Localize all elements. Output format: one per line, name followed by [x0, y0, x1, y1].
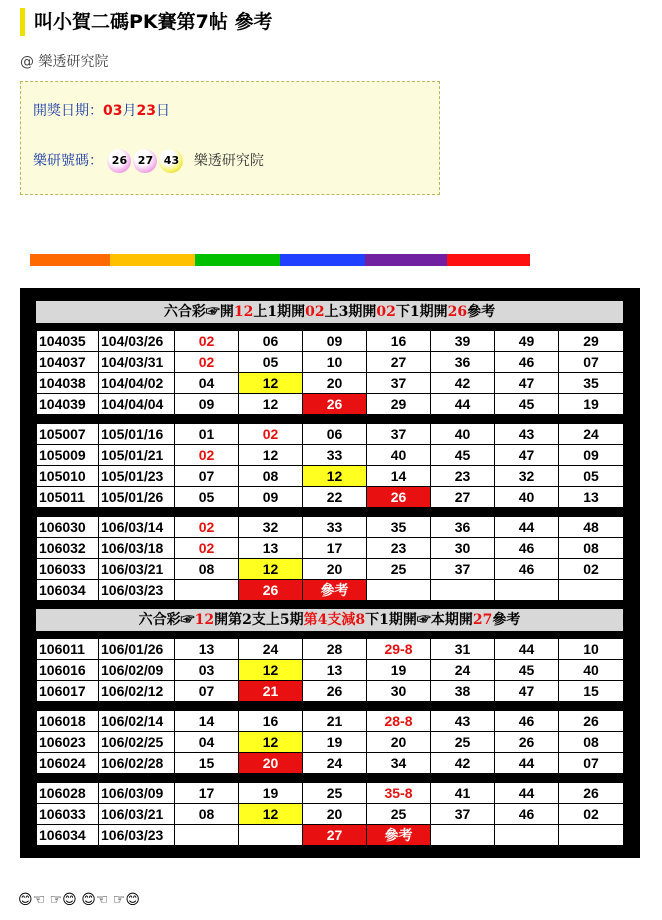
- number-cell: 44: [495, 783, 559, 804]
- number-cell: 07: [175, 681, 239, 702]
- number-cell: 16: [367, 331, 431, 352]
- table-row: [37, 753, 624, 774]
- number-cell: 19: [303, 732, 367, 753]
- draw-id-cell: 106034: [37, 825, 99, 846]
- ball-3: 43: [159, 149, 183, 173]
- number-cell: 08: [239, 466, 303, 487]
- number-cell: 37: [367, 373, 431, 394]
- number-cell: 30: [431, 538, 495, 559]
- header-segment: 第4支減8: [303, 612, 366, 628]
- number-cell: [175, 825, 239, 846]
- header-segment: 參考: [467, 304, 496, 320]
- number-cell: 45: [495, 394, 559, 415]
- number-cell: 04: [175, 373, 239, 394]
- number-cell: 12: [239, 804, 303, 825]
- draw-date-cell: 104/03/31: [99, 352, 175, 373]
- draw-date-cell: 104/04/02: [99, 373, 175, 394]
- draw-table: [36, 782, 624, 846]
- draw-id-cell: 106032: [37, 538, 99, 559]
- footer-emoji: 😊☜ ☞😊 😊☜ ☞😊: [18, 892, 140, 908]
- draw-date-cell: 106/02/12: [99, 681, 175, 702]
- number-cell: 20: [303, 559, 367, 580]
- number-cell: 01: [175, 424, 239, 445]
- rainbow-segment: [30, 254, 110, 266]
- number-cell: 43: [431, 711, 495, 732]
- draw-id-cell: 106018: [37, 711, 99, 732]
- number-cell: [559, 580, 624, 601]
- source-label: 樂透研究院: [193, 153, 264, 169]
- number-cell: 20: [303, 804, 367, 825]
- number-cell: 02: [175, 331, 239, 352]
- draw-date-day-unit: 日: [155, 103, 170, 119]
- number-cell: 40: [367, 445, 431, 466]
- number-cell: 29: [367, 394, 431, 415]
- number-cell: 09: [239, 487, 303, 508]
- number-cell: 12: [239, 373, 303, 394]
- draw-date-cell: 105/01/23: [99, 466, 175, 487]
- number-cell: 48: [559, 517, 624, 538]
- header-segment: 02: [305, 304, 325, 320]
- number-cell: 16: [239, 711, 303, 732]
- number-cell: 02: [559, 559, 624, 580]
- number-cell: 27: [431, 487, 495, 508]
- number-cell: [431, 580, 495, 601]
- draw-table: [36, 423, 624, 508]
- number-cell: 35-8: [367, 783, 431, 804]
- number-cell: 15: [559, 681, 624, 702]
- number-cell: 12: [239, 394, 303, 415]
- section-header: [36, 301, 623, 323]
- number-cell: 34: [367, 753, 431, 774]
- number-cell: 08: [175, 559, 239, 580]
- draw-date-cell: 104/04/04: [99, 394, 175, 415]
- table-row: [37, 517, 624, 538]
- number-cell: 08: [175, 804, 239, 825]
- draw-table: [36, 516, 624, 601]
- number-cell: 44: [495, 639, 559, 660]
- header-segment: 下1期開☞本期開: [365, 612, 473, 628]
- number-cell: 46: [495, 559, 559, 580]
- number-cell: 45: [431, 445, 495, 466]
- header-segment: 12: [233, 304, 254, 320]
- header-segment: 02: [376, 304, 396, 320]
- number-cell: 28: [303, 639, 367, 660]
- number-cell: 09: [559, 445, 624, 466]
- number-cell: 07: [559, 753, 624, 774]
- number-cell: 17: [303, 538, 367, 559]
- number-cell: 02: [175, 517, 239, 538]
- number-cell: 37: [431, 559, 495, 580]
- number-cell: 24: [239, 639, 303, 660]
- draw-id-cell: 106016: [37, 660, 99, 681]
- number-cell: 47: [495, 445, 559, 466]
- number-cell: 13: [303, 660, 367, 681]
- number-cell: 26: [559, 783, 624, 804]
- number-cell: 07: [175, 466, 239, 487]
- number-cell: 36: [431, 352, 495, 373]
- header-segment: 六合彩☞: [138, 612, 195, 628]
- number-cell: [495, 580, 559, 601]
- draw-date-cell: 105/01/16: [99, 424, 175, 445]
- draw-id-cell: 104038: [37, 373, 99, 394]
- table-row: [37, 352, 624, 373]
- rainbow-divider: [30, 254, 530, 266]
- number-cell: 43: [495, 424, 559, 445]
- number-cell: 14: [367, 466, 431, 487]
- number-cell: 40: [431, 424, 495, 445]
- draw-date-cell: 106/02/28: [99, 753, 175, 774]
- number-cell: [559, 825, 624, 846]
- number-cell: 40: [559, 660, 624, 681]
- number-cell: 44: [495, 753, 559, 774]
- draw-id-cell: 105009: [37, 445, 99, 466]
- header-segment: 六合彩☞開: [163, 304, 234, 320]
- rainbow-segment: [447, 254, 530, 266]
- draw-date-cell: 106/01/26: [99, 639, 175, 660]
- rainbow-segment: [365, 254, 447, 266]
- number-cell: 03: [175, 660, 239, 681]
- number-cell: 19: [239, 783, 303, 804]
- number-cell: 35: [559, 373, 624, 394]
- draw-id-cell: 104035: [37, 331, 99, 352]
- header-segment: 26: [447, 304, 468, 320]
- draw-id-cell: 105007: [37, 424, 99, 445]
- number-cell: 45: [495, 660, 559, 681]
- draw-id-cell: 106024: [37, 753, 99, 774]
- number-cell: 44: [495, 517, 559, 538]
- table-row: [37, 711, 624, 732]
- table-row: [37, 487, 624, 508]
- number-cell: 21: [239, 681, 303, 702]
- number-cell: 46: [495, 352, 559, 373]
- header-segment: 12: [194, 612, 215, 628]
- number-cell: 12: [239, 559, 303, 580]
- ball-1: 26: [107, 149, 131, 173]
- number-cell: 04: [175, 732, 239, 753]
- number-cell: 10: [303, 352, 367, 373]
- draw-date-cell: 106/03/18: [99, 538, 175, 559]
- table-row: [37, 331, 624, 352]
- number-cell: 42: [431, 753, 495, 774]
- number-cell: 05: [175, 487, 239, 508]
- number-cell: 02: [175, 352, 239, 373]
- draw-id-cell: 106033: [37, 804, 99, 825]
- number-cell: 02: [559, 804, 624, 825]
- header-segment: 下1期開: [395, 304, 448, 320]
- number-cell: 25: [303, 783, 367, 804]
- number-cell: 32: [239, 517, 303, 538]
- number-cell: 39: [431, 331, 495, 352]
- draw-id-cell: 106023: [37, 732, 99, 753]
- header-segment: 上1期開: [253, 304, 306, 320]
- number-cell: [175, 580, 239, 601]
- draw-id-cell: 106030: [37, 517, 99, 538]
- number-cell: 12: [239, 445, 303, 466]
- draw-id-cell: 106011: [37, 639, 99, 660]
- number-cell: 36: [431, 517, 495, 538]
- number-cell: 02: [239, 424, 303, 445]
- number-cell: 40: [495, 487, 559, 508]
- rainbow-segment: [110, 254, 195, 266]
- number-cell: 參考: [367, 825, 431, 846]
- number-cell: 23: [431, 466, 495, 487]
- number-cell: 05: [559, 466, 624, 487]
- number-cell: [367, 580, 431, 601]
- number-cell: 17: [175, 783, 239, 804]
- number-cell: 20: [239, 753, 303, 774]
- draw-date-row: [33, 100, 170, 120]
- header-segment: 上3期開: [324, 304, 377, 320]
- number-cell: 24: [559, 424, 624, 445]
- draw-id-cell: 106034: [37, 580, 99, 601]
- number-cell: 33: [303, 517, 367, 538]
- number-cell: 25: [367, 804, 431, 825]
- table-row: [37, 681, 624, 702]
- number-cell: 46: [495, 538, 559, 559]
- number-cell: 38: [431, 681, 495, 702]
- draw-table: [36, 638, 624, 702]
- table-row: [37, 783, 624, 804]
- draw-id-cell: 105011: [37, 487, 99, 508]
- number-cell: 08: [559, 538, 624, 559]
- table-row: [37, 559, 624, 580]
- number-cell: 47: [495, 681, 559, 702]
- number-cell: 20: [303, 373, 367, 394]
- number-cell: 09: [175, 394, 239, 415]
- number-cell: 26: [303, 394, 367, 415]
- number-cell: 46: [495, 804, 559, 825]
- number-cell: 10: [559, 639, 624, 660]
- number-cell: 參考: [303, 580, 367, 601]
- table-row: [37, 466, 624, 487]
- ball-2: 27: [133, 149, 157, 173]
- number-cell: 09: [303, 331, 367, 352]
- number-cell: [239, 825, 303, 846]
- table-row: [37, 445, 624, 466]
- draw-date-cell: 105/01/26: [99, 487, 175, 508]
- number-cell: 25: [367, 559, 431, 580]
- number-cell: 08: [559, 732, 624, 753]
- draw-date-cell: 106/02/25: [99, 732, 175, 753]
- number-cell: 26: [239, 580, 303, 601]
- draw-date-cell: 106/03/23: [99, 825, 175, 846]
- number-cell: 37: [431, 804, 495, 825]
- number-cell: 26: [367, 487, 431, 508]
- draw-date-cell: 106/02/09: [99, 660, 175, 681]
- draw-id-cell: 106028: [37, 783, 99, 804]
- table-row: [37, 732, 624, 753]
- number-cell: 25: [431, 732, 495, 753]
- draw-date-cell: 106/03/21: [99, 804, 175, 825]
- number-cell: 41: [431, 783, 495, 804]
- number-cell: 13: [175, 639, 239, 660]
- rainbow-segment: [280, 254, 365, 266]
- number-cell: [431, 825, 495, 846]
- number-cell: 33: [303, 445, 367, 466]
- draw-date-cell: 106/03/21: [99, 559, 175, 580]
- number-cell: 13: [239, 538, 303, 559]
- number-cell: 49: [495, 331, 559, 352]
- table-row: [37, 424, 624, 445]
- number-cell: 12: [239, 660, 303, 681]
- table-row: [37, 394, 624, 415]
- draw-id-cell: 104039: [37, 394, 99, 415]
- table-row: [37, 538, 624, 559]
- table-row: [37, 373, 624, 394]
- draw-date-day: 23: [136, 103, 156, 119]
- number-cell: 12: [303, 466, 367, 487]
- number-cell: 21: [303, 711, 367, 732]
- draw-date-cell: 106/03/23: [99, 580, 175, 601]
- number-cell: 19: [367, 660, 431, 681]
- draw-info-box: [20, 81, 440, 195]
- number-cell: [495, 825, 559, 846]
- number-cell: 42: [431, 373, 495, 394]
- number-cell: 27: [367, 352, 431, 373]
- number-cell: 26: [495, 732, 559, 753]
- draw-id-cell: 106033: [37, 559, 99, 580]
- table-row: [37, 825, 624, 846]
- header-segment: 27: [472, 612, 493, 628]
- draw-date-cell: 106/03/09: [99, 783, 175, 804]
- number-cell: 29-8: [367, 639, 431, 660]
- number-cell: 05: [239, 352, 303, 373]
- draw-date-cell: 106/02/14: [99, 711, 175, 732]
- number-cell: 29: [559, 331, 624, 352]
- table-row: [37, 804, 624, 825]
- number-cell: 23: [367, 538, 431, 559]
- draw-date-cell: 105/01/21: [99, 445, 175, 466]
- number-cell: 07: [559, 352, 624, 373]
- research-numbers-row: [33, 149, 264, 173]
- draw-table: [36, 330, 624, 415]
- draw-id-cell: 106017: [37, 681, 99, 702]
- number-cell: 26: [303, 681, 367, 702]
- draw-date-cell: 106/03/14: [99, 517, 175, 538]
- number-cell: 30: [367, 681, 431, 702]
- number-cell: 46: [495, 711, 559, 732]
- draw-date-cell: 104/03/26: [99, 331, 175, 352]
- number-cell: 44: [431, 394, 495, 415]
- number-cell: 32: [495, 466, 559, 487]
- number-cell: 14: [175, 711, 239, 732]
- number-cell: 26: [559, 711, 624, 732]
- number-cell: 24: [431, 660, 495, 681]
- number-cell: 02: [175, 445, 239, 466]
- number-cell: 35: [367, 517, 431, 538]
- number-cell: 19: [559, 394, 624, 415]
- table-row: [37, 580, 624, 601]
- number-cell: 02: [175, 538, 239, 559]
- number-cell: 13: [559, 487, 624, 508]
- section-header: [36, 609, 623, 631]
- number-cell: 28-8: [367, 711, 431, 732]
- number-cell: 24: [303, 753, 367, 774]
- number-cell: 12: [239, 732, 303, 753]
- table-row: [37, 660, 624, 681]
- results-panel: [20, 288, 640, 858]
- post-title: 叫小賀二碼PK賽第7帖 參考: [20, 8, 272, 36]
- number-cell: 31: [431, 639, 495, 660]
- number-cell: 06: [303, 424, 367, 445]
- draw-id-cell: 104037: [37, 352, 99, 373]
- header-segment: 參考: [492, 612, 521, 628]
- draw-date-month-unit: 月: [122, 103, 137, 119]
- draw-date-month: 03: [103, 103, 123, 119]
- draw-table: [36, 710, 624, 774]
- post-author[interactable]: @ 樂透研究院: [20, 54, 109, 70]
- number-cell: 15: [175, 753, 239, 774]
- number-cell: 37: [367, 424, 431, 445]
- number-cell: 27: [303, 825, 367, 846]
- draw-id-cell: 105010: [37, 466, 99, 487]
- table-row: [37, 639, 624, 660]
- draw-date-label: 開獎日期：: [33, 103, 103, 119]
- header-segment: 開第2支上5期: [214, 612, 304, 628]
- number-cell: 22: [303, 487, 367, 508]
- research-numbers-label: 樂研號碼：: [33, 153, 103, 169]
- number-cell: 06: [239, 331, 303, 352]
- number-cell: 47: [495, 373, 559, 394]
- number-cell: 20: [367, 732, 431, 753]
- rainbow-segment: [195, 254, 280, 266]
